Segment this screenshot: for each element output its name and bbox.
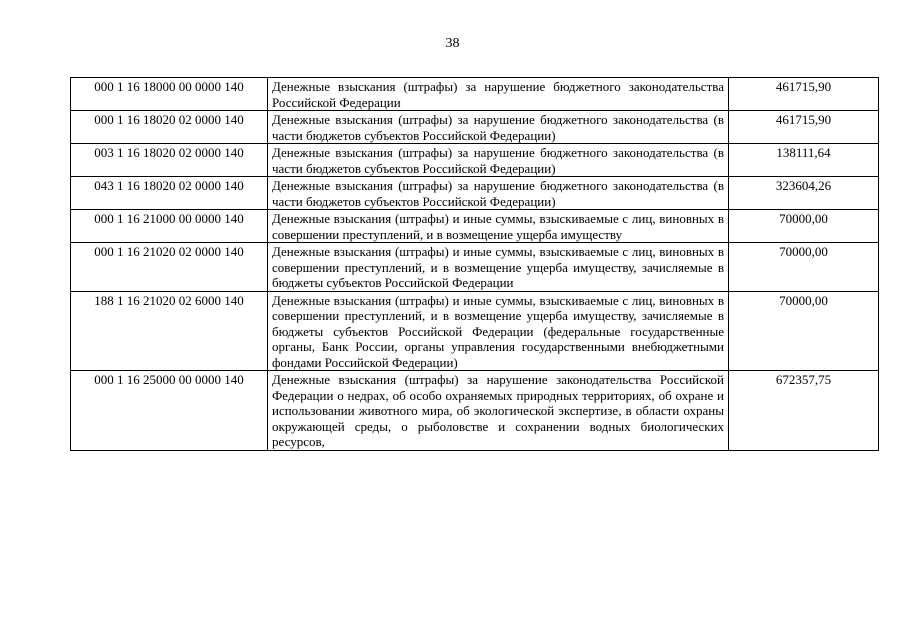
budget-code-cell: 043 1 16 18020 02 0000 140: [71, 177, 268, 210]
amount-cell: 672357,75: [729, 371, 879, 451]
budget-code-cell: 003 1 16 18020 02 0000 140: [71, 144, 268, 177]
budget-code-cell: 000 1 16 18020 02 0000 140: [71, 111, 268, 144]
table-row: [71, 78, 879, 111]
budget-code-cell: 000 1 16 21020 02 0000 140: [71, 243, 268, 292]
budget-code-cell: 000 1 16 25000 00 0000 140: [71, 371, 268, 451]
table-row: [71, 177, 879, 210]
revenue-name-cell: Денежные взыскания (штрафы) и иные суммы, взыскиваемые с лиц, виновных в совершении преступлений, и в возмещение ущерба имуществу, зачисляемые в бюджеты субъектов Российской Федерации: [268, 243, 729, 292]
revenue-name-cell: Денежные взыскания (штрафы) за нарушение бюджетного законодательства (в части бюджетов субъектов Российской Федерации): [268, 144, 729, 177]
revenue-name-cell: Денежные взыскания (штрафы) и иные суммы, взыскиваемые с лиц, виновных в совершении преступлений, и в возмещение ущерба имуществу, зачисляемые в бюджеты субъектов Российской Федерации (федеральные государственные органы, Банк России, органы управления государственными внебюджетными фондами Российской Федерации): [268, 291, 729, 371]
revenue-name-cell: Денежные взыскания (штрафы) за нарушение законодательства Российской Федерации о недрах, об особо охраняемых природных территориях, об охране и использовании животного мира, об экологической экспертизе, в области охраны окружающей среды, о рыболовстве и сохранении водных биологических ресурсов,: [268, 371, 729, 451]
budget-code-cell: 000 1 16 18000 00 0000 140: [71, 78, 268, 111]
amount-cell: 138111,64: [729, 144, 879, 177]
table-row: [71, 210, 879, 243]
revenue-name-cell: Денежные взыскания (штрафы) и иные суммы, взыскиваемые с лиц, виновных в совершении преступлений, и в возмещение ущерба имуществу: [268, 210, 729, 243]
amount-cell: 461715,90: [729, 111, 879, 144]
page-number: 38: [445, 36, 460, 51]
amount-cell: 323604,26: [729, 177, 879, 210]
budget-code-cell: 000 1 16 21000 00 0000 140: [71, 210, 268, 243]
revenue-name-cell: Денежные взыскания (штрафы) за нарушение бюджетного законодательства (в части бюджетов субъектов Российской Федерации): [268, 111, 729, 144]
table-row: [71, 144, 879, 177]
table-row: [71, 291, 879, 371]
budget-revenue-table: [70, 77, 879, 451]
table-row: [71, 243, 879, 292]
amount-cell: 70000,00: [729, 210, 879, 243]
amount-cell: 70000,00: [729, 291, 879, 371]
amount-cell: 70000,00: [729, 243, 879, 292]
budget-code-cell: 188 1 16 21020 02 6000 140: [71, 291, 268, 371]
revenue-name-cell: Денежные взыскания (штрафы) за нарушение бюджетного законодательства Российской Федерации: [268, 78, 729, 111]
table-row: [71, 111, 879, 144]
amount-cell: 461715,90: [729, 78, 879, 111]
table-row: [71, 371, 879, 451]
revenue-name-cell: Денежные взыскания (штрафы) за нарушение бюджетного законодательства (в части бюджетов субъектов Российской Федерации): [268, 177, 729, 210]
